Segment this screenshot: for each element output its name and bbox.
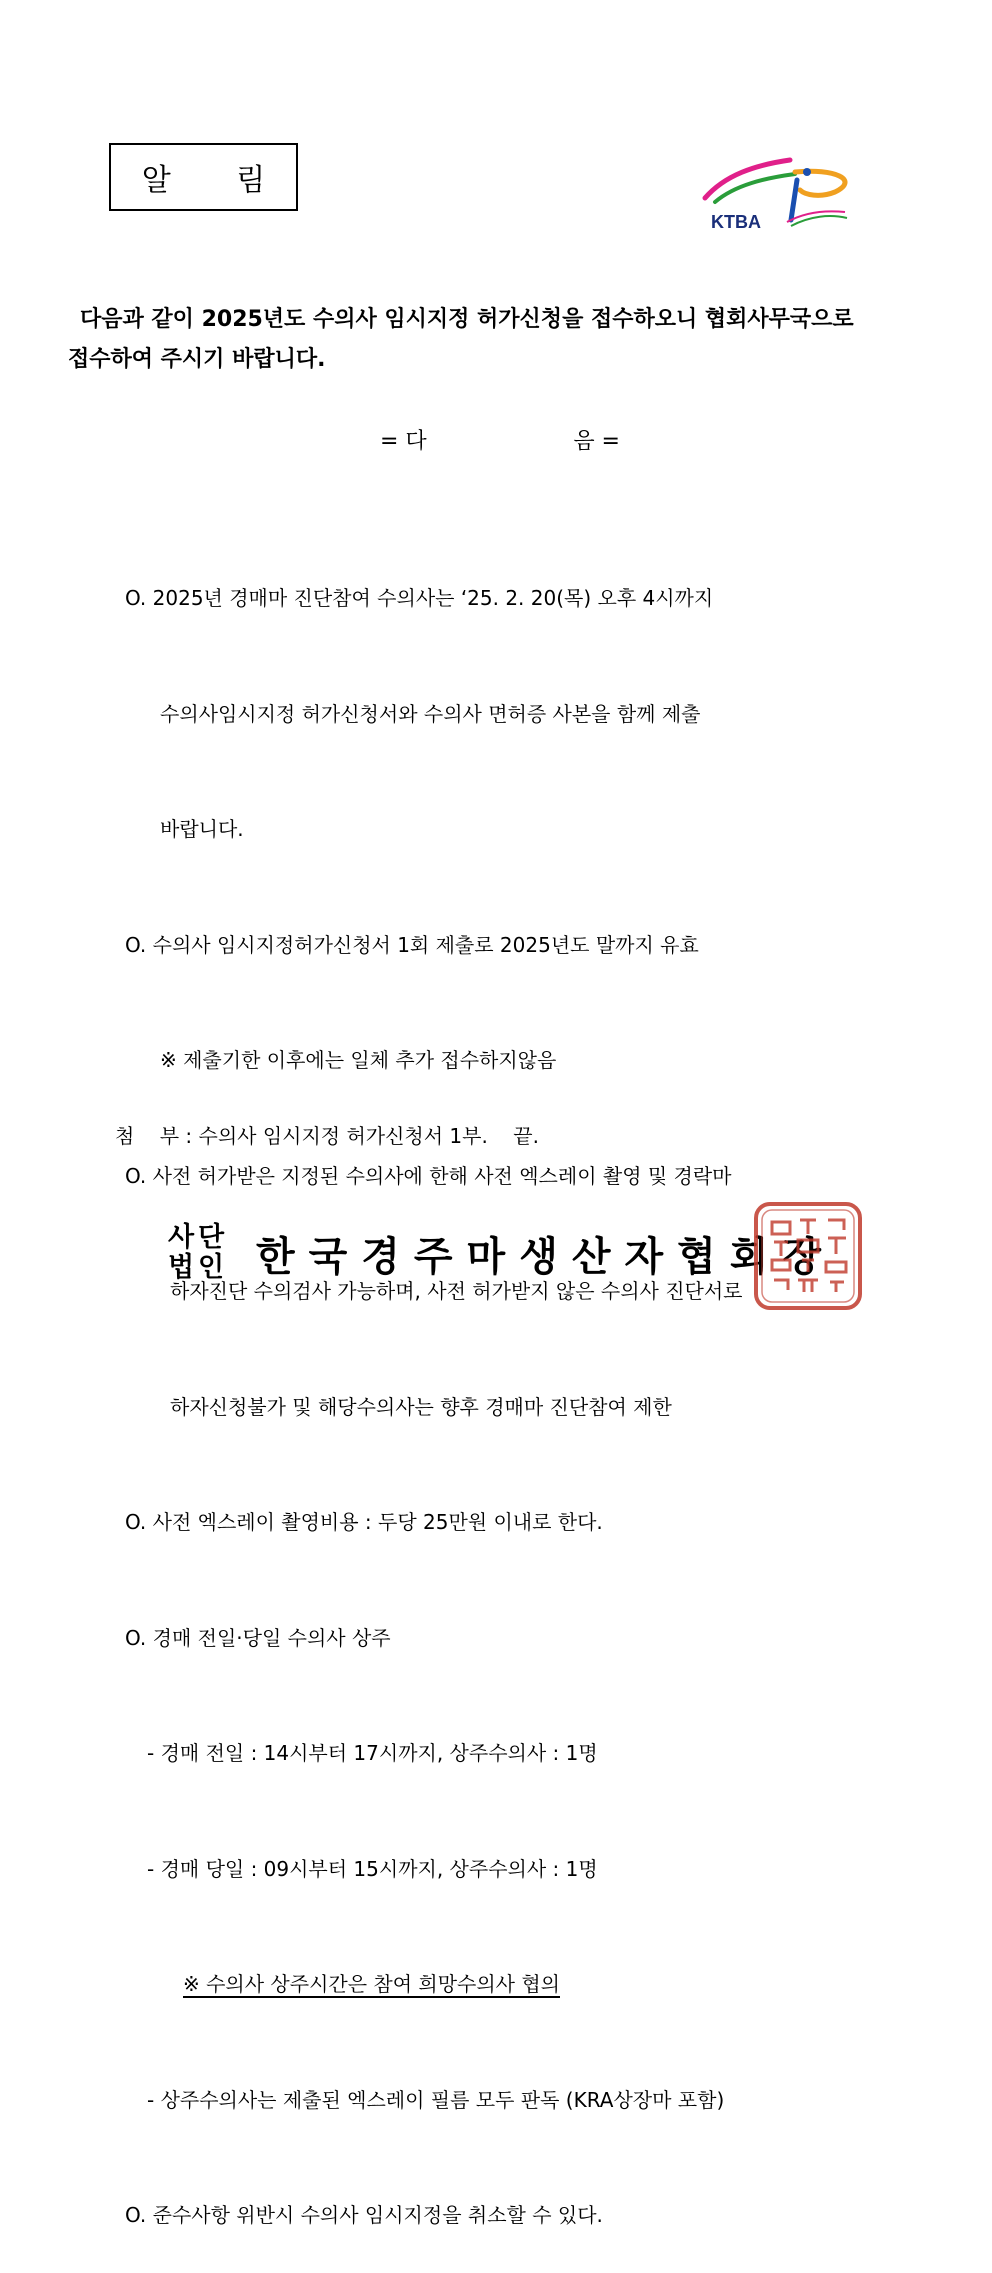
horse-racing-logo-icon bbox=[695, 150, 860, 235]
item-line: ※ 제출기한 이후에는 일체 추가 접수하지않음 bbox=[160, 1048, 557, 1072]
official-seal-icon bbox=[752, 1200, 864, 1312]
intro-paragraph bbox=[68, 300, 938, 380]
organization-name: 한국경주마생산자협회장 bbox=[256, 1232, 836, 1280]
item-line: - 상주수의사는 제출된 엑스레이 필름 모두 판독 (KRA상장마 포함) bbox=[147, 2087, 725, 2112]
org-prefix-char: 사 bbox=[167, 1222, 195, 1253]
item-line: 하자진단 수의검사 가능하며, 사전 허가받지 않은 수의사 진단서로 bbox=[170, 1279, 743, 1303]
notice-body bbox=[125, 502, 925, 2273]
heading-right: 음 = bbox=[573, 429, 620, 454]
intro-line-2: 접수하여 주시기 바랍니다. bbox=[68, 347, 326, 372]
attachment-line: 첨 부 : 수의사 임시지정 허가신청서 1부. 끝. bbox=[115, 1124, 539, 1148]
item-line: O. 사전 허가받은 지정된 수의사에 한해 사전 엑스레이 촬영 및 경락마 bbox=[125, 1163, 732, 1188]
item-line: - 경매 전일 : 14시부터 17시까지, 상주수의사 : 1명 bbox=[147, 1741, 598, 1765]
organization-signature bbox=[166, 1218, 835, 1288]
item-line: O. 2025년 경매마 진단참여 수의사는 ‘25. 2. 20(목) 오후 4시까지 bbox=[125, 586, 714, 610]
heading-left: = 다 bbox=[380, 429, 427, 454]
org-prefix-char: 인 bbox=[197, 1252, 225, 1283]
item-line: O. 사전 엑스레이 촬영비용 : 두당 25만원 이내로 한다. bbox=[125, 1510, 603, 1534]
section-heading bbox=[380, 424, 620, 455]
item-line: 수의사임시지정 허가신청서와 수의사 면허증 사본을 함께 제출 bbox=[160, 701, 701, 726]
intro-line-1: 다음과 같이 2025년도 수의사 임시지정 허가신청을 접수하오니 협회사무국으로 bbox=[80, 307, 854, 332]
item-line: 바랍니다. bbox=[160, 817, 244, 841]
item-line: O. 수의사 임시지정허가신청서 1회 제출로 2025년도 말까지 유효 bbox=[125, 932, 699, 957]
item-line: - 경매 당일 : 09시부터 15시까지, 상주수의사 : 1명 bbox=[147, 1856, 598, 1881]
org-prefix-char: 법 bbox=[167, 1252, 195, 1283]
item-line: O. 경매 전일·당일 수의사 상주 bbox=[125, 1625, 391, 1650]
item-line: 하자신청불가 및 해당수의사는 향후 경매마 진단참여 제한 bbox=[170, 1394, 672, 1419]
org-prefix bbox=[166, 1223, 226, 1283]
item-line: O. 준수사항 위반시 수의사 임시지정을 취소할 수 있다. bbox=[125, 2203, 603, 2227]
logo-text: KTBA bbox=[711, 212, 761, 232]
item-line-underlined: ※ 수의사 상주시간은 참여 희망수의사 협의 bbox=[183, 1972, 560, 1996]
org-prefix-char: 단 bbox=[197, 1222, 225, 1253]
notice-title: 알 림 bbox=[109, 143, 298, 211]
